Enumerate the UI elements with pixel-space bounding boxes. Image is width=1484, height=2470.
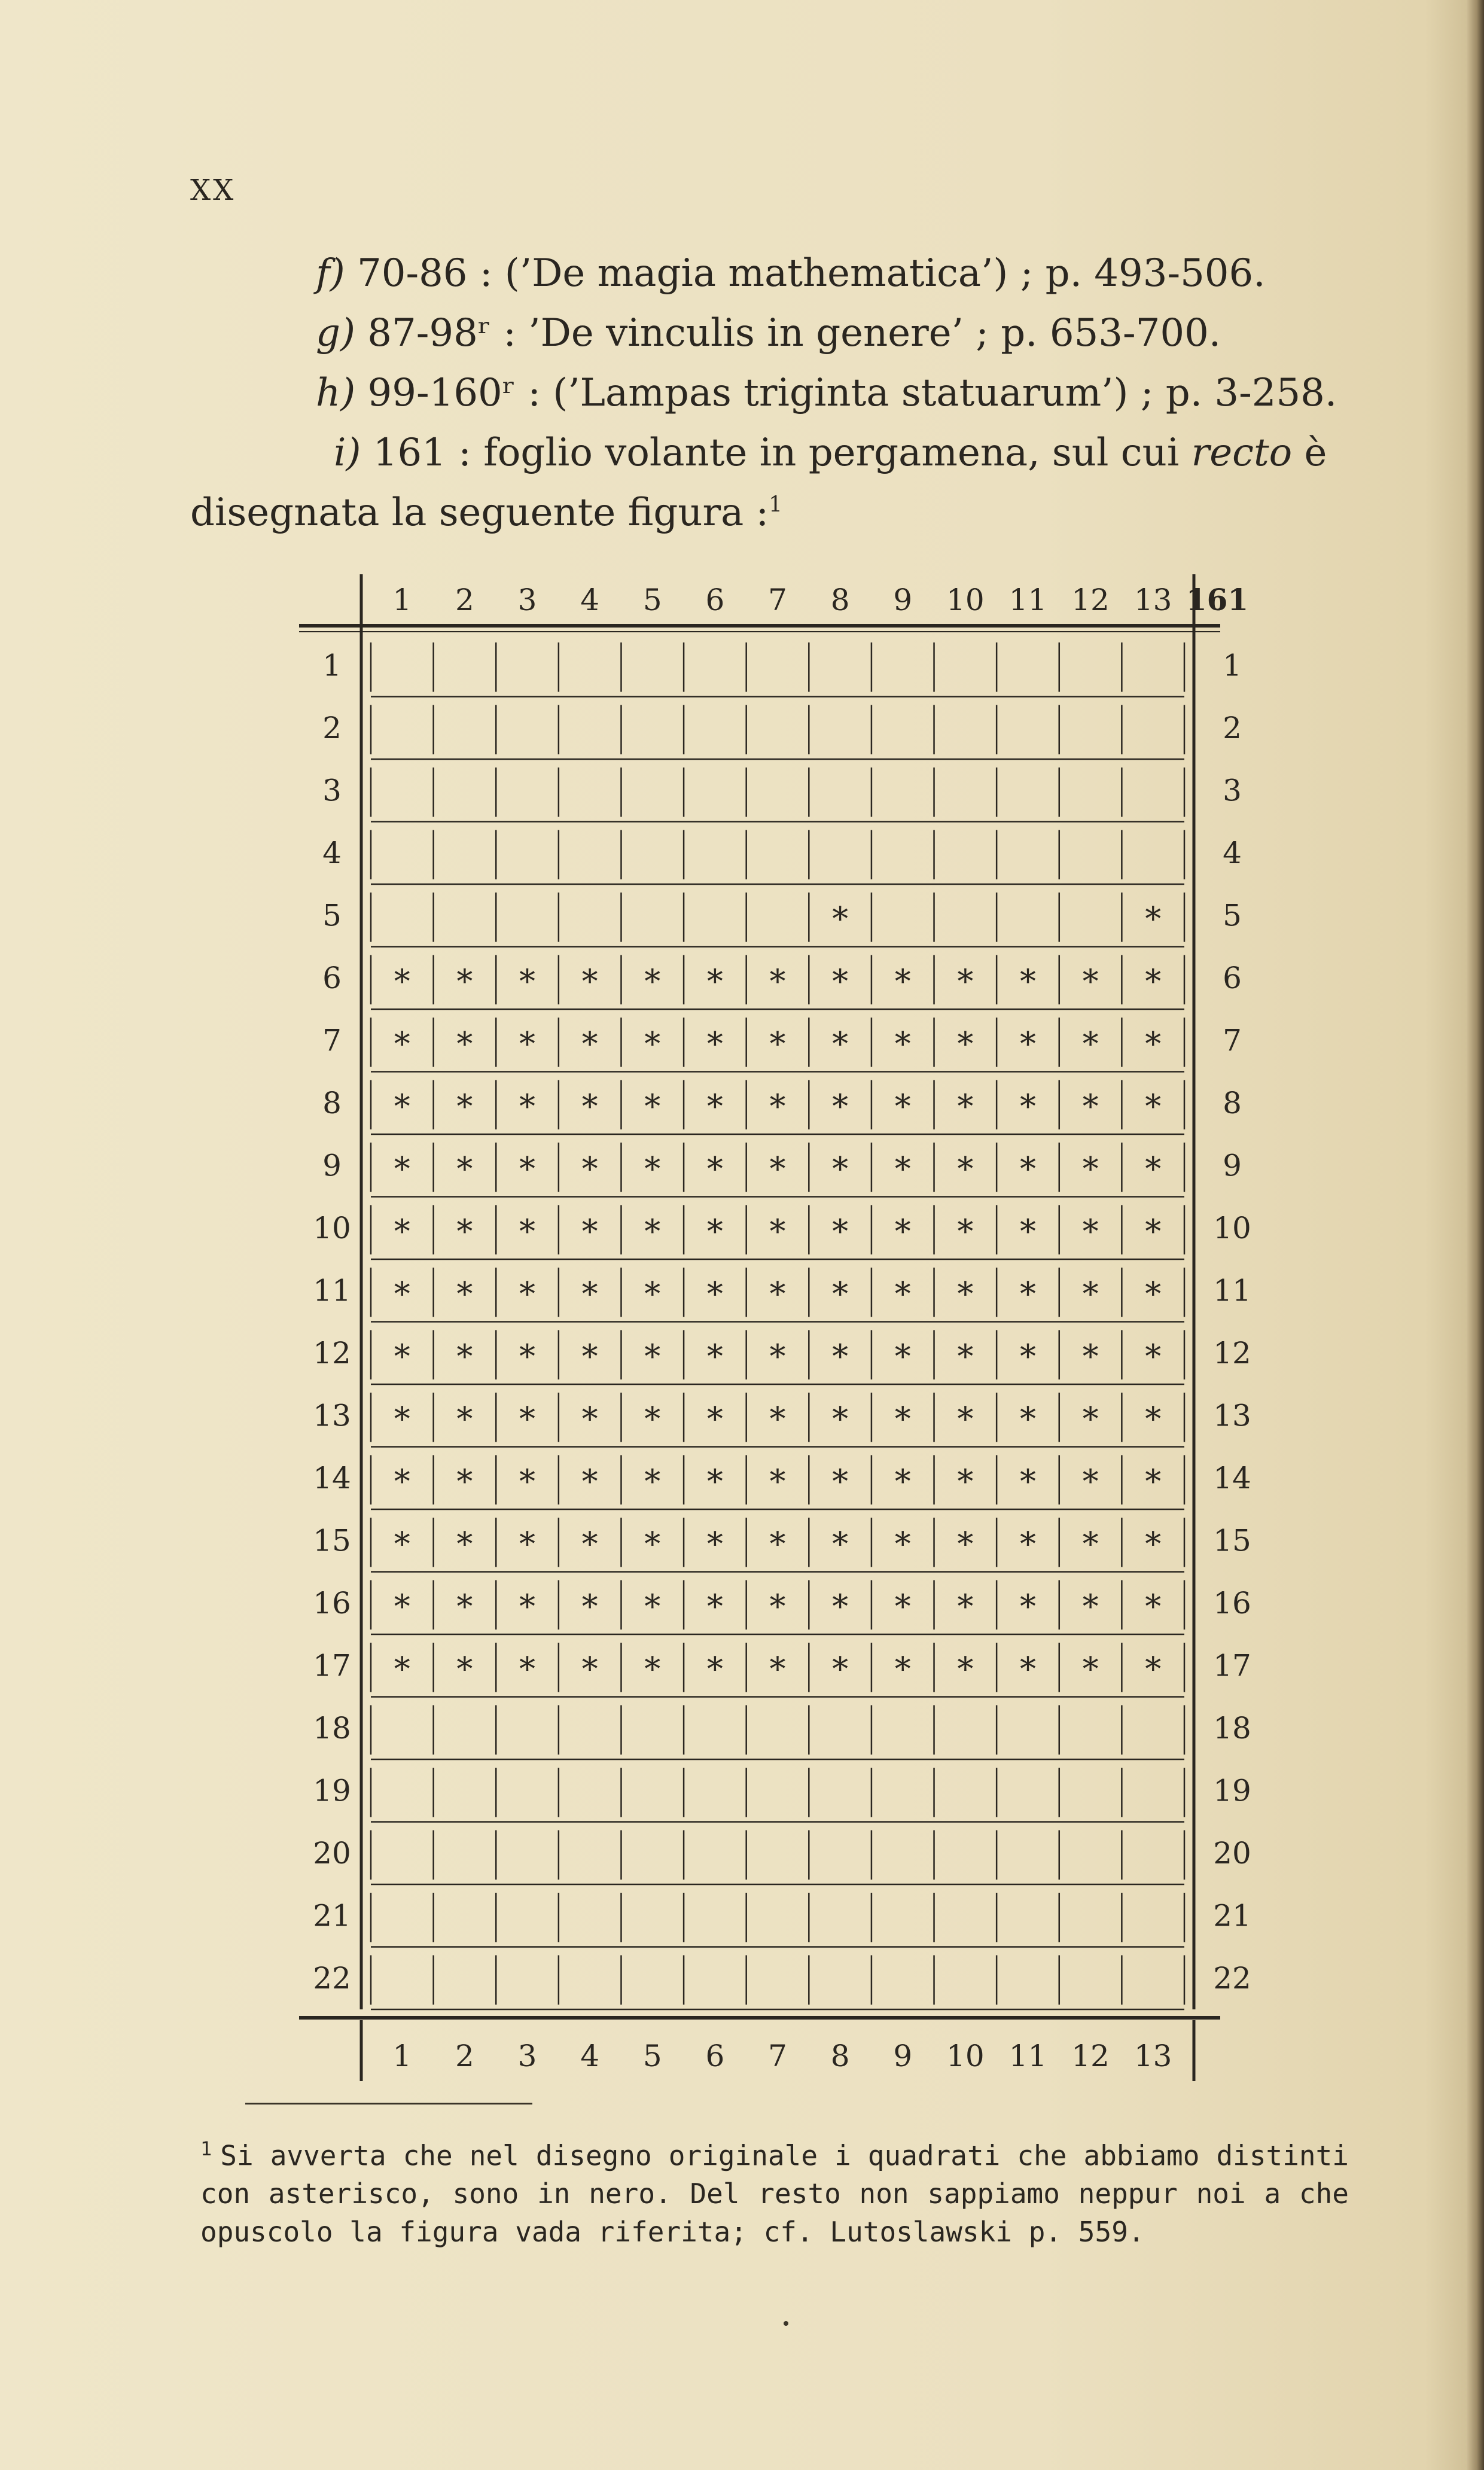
row-label-left: 12 [313, 1335, 351, 1370]
marked-cell-asterisk: * [1145, 1587, 1162, 1625]
column-label-bottom: 12 [1071, 2039, 1110, 2073]
column-label-top: 3 [517, 583, 537, 617]
row-label-left: 7 [322, 1023, 342, 1058]
marked-cell-asterisk: * [894, 1087, 911, 1125]
marked-cell-asterisk: * [394, 1587, 410, 1625]
marked-cell-asterisk: * [581, 1650, 598, 1688]
marked-cell-asterisk: * [769, 1400, 786, 1438]
column-label-bottom: 5 [642, 2039, 662, 2073]
marked-cell-asterisk: * [1082, 1150, 1099, 1188]
row-label-right: 5 [1223, 898, 1242, 933]
marked-cell-asterisk: * [832, 1150, 849, 1188]
marked-cell-asterisk: * [644, 1462, 661, 1500]
marked-cell-asterisk: * [706, 1462, 723, 1500]
marked-cell-asterisk: * [769, 1025, 786, 1063]
column-label-top: 12 [1071, 583, 1110, 617]
entry-g [316, 311, 1221, 355]
marked-cell-asterisk: * [957, 1150, 974, 1188]
marked-cell-asterisk: * [957, 1462, 974, 1500]
marked-cell-asterisk: * [832, 1525, 849, 1563]
row-label-right: 21 [1213, 1898, 1251, 1933]
column-label-top: 5 [642, 583, 662, 617]
marked-cell-asterisk: * [894, 1150, 911, 1188]
marked-cell-asterisk: * [456, 1025, 473, 1063]
marked-cell-asterisk: * [1019, 1150, 1036, 1188]
row-label-left: 8 [322, 1085, 342, 1120]
row-label-right: 7 [1223, 1023, 1242, 1058]
marked-cell-asterisk: * [1019, 1587, 1036, 1625]
marked-cell-asterisk: * [519, 1650, 536, 1688]
column-label-top: 11 [1008, 583, 1047, 617]
row-label-right: 6 [1223, 960, 1242, 995]
row-label-right: 1 [1223, 648, 1242, 683]
marked-cell-asterisk: * [706, 1650, 723, 1688]
marked-cell-asterisk: * [581, 1087, 598, 1125]
entry-label: h) [316, 371, 356, 415]
row-label-right: 3 [1223, 773, 1242, 808]
entry-label: f) [316, 251, 345, 296]
marked-cell-asterisk: * [519, 1400, 536, 1438]
marked-cell-asterisk: * [1019, 1275, 1036, 1313]
marked-cell-asterisk: * [394, 1400, 410, 1438]
marked-cell-asterisk: * [581, 962, 598, 1000]
marked-cell-asterisk: * [832, 1275, 849, 1313]
row-label-left: 18 [313, 1710, 351, 1746]
marked-cell-asterisk: * [832, 1650, 849, 1688]
marked-cell-asterisk: * [1019, 1025, 1036, 1063]
marked-cell-asterisk: * [394, 1087, 410, 1125]
marked-cell-asterisk: * [519, 1462, 536, 1500]
row-label-left: 11 [313, 1273, 351, 1308]
row-label-right: 11 [1213, 1273, 1251, 1308]
column-label-top: 7 [768, 583, 787, 617]
marked-cell-asterisk: * [644, 1087, 661, 1125]
marked-cell-asterisk: * [1082, 1587, 1099, 1625]
page-number: XX [190, 173, 236, 207]
footnote-reference: 1 [769, 492, 783, 517]
column-label-bottom: 2 [455, 2039, 474, 2073]
row-label-left: 10 [313, 1210, 351, 1245]
row-label-right: 13 [1213, 1398, 1251, 1433]
grid-drawing [299, 574, 1251, 2082]
column-label-bottom: 1 [392, 2039, 412, 2073]
marked-cell-asterisk: * [1082, 1025, 1099, 1063]
entry-text: disegnata la seguente figura : [190, 491, 769, 535]
entry-i [334, 431, 1327, 475]
row-label-left: 2 [322, 710, 342, 745]
marked-cell-asterisk: * [1082, 1650, 1099, 1688]
marked-cell-asterisk: * [394, 1462, 410, 1500]
row-label-right: 2 [1223, 710, 1242, 745]
row-label-left: 6 [322, 960, 342, 995]
marked-cell-asterisk: * [1082, 1462, 1099, 1500]
marked-cell-asterisk: * [1019, 1650, 1036, 1688]
column-label-bottom: 9 [893, 2039, 913, 2073]
column-label-top: 13 [1133, 583, 1172, 617]
marked-cell-asterisk: * [644, 1587, 661, 1625]
entry-i-continuation [190, 491, 782, 535]
marked-cell-asterisk: * [456, 1400, 473, 1438]
marked-cell-asterisk: * [769, 1212, 786, 1250]
row-label-left: 19 [313, 1773, 351, 1808]
marked-cell-asterisk: * [456, 1525, 473, 1563]
marked-cell-asterisk: * [519, 1025, 536, 1063]
marked-cell-asterisk: * [456, 1275, 473, 1313]
marked-cell-asterisk: * [769, 1275, 786, 1313]
marked-cell-asterisk: * [706, 1087, 723, 1125]
marked-cell-asterisk: * [769, 1462, 786, 1500]
marked-cell-asterisk: * [1145, 1337, 1162, 1375]
marked-cell-asterisk: * [1145, 1150, 1162, 1188]
marked-cell-asterisk: * [832, 1587, 849, 1625]
marked-cell-asterisk: * [1019, 962, 1036, 1000]
marked-cell-asterisk: * [456, 1650, 473, 1688]
marked-cell-asterisk: * [832, 1212, 849, 1250]
row-label-right: 14 [1213, 1460, 1251, 1496]
row-label-right: 18 [1213, 1710, 1251, 1746]
column-label-top: 1 [392, 583, 412, 617]
marked-cell-asterisk: * [769, 1525, 786, 1563]
row-label-left: 13 [313, 1398, 351, 1433]
marked-cell-asterisk: * [894, 1462, 911, 1500]
marked-cell-asterisk: * [644, 1525, 661, 1563]
row-label-right: 19 [1213, 1773, 1251, 1808]
marked-cell-asterisk: * [706, 1150, 723, 1188]
grid-figure [299, 574, 1251, 2082]
ink-dot [784, 2321, 788, 2326]
marked-cell-asterisk: * [769, 1150, 786, 1188]
column-label-bottom: 3 [517, 2039, 537, 2073]
column-label-top: 6 [705, 583, 725, 617]
marked-cell-asterisk: * [957, 1337, 974, 1375]
marked-cell-asterisk: * [456, 1150, 473, 1188]
marked-cell-asterisk: * [644, 1150, 661, 1188]
marked-cell-asterisk: * [581, 1462, 598, 1500]
marked-cell-asterisk: * [1019, 1525, 1036, 1563]
marked-cell-asterisk: * [644, 1337, 661, 1375]
marked-cell-asterisk: * [894, 1587, 911, 1625]
entry-text: 99-160ʳ : (’Lampas triginta statuarum’) ; p. 3-258. [367, 371, 1337, 415]
row-label-left: 5 [322, 898, 342, 933]
marked-cell-asterisk: * [519, 962, 536, 1000]
marked-cell-asterisk: * [1082, 1212, 1099, 1250]
row-label-left: 21 [313, 1898, 351, 1933]
marked-cell-asterisk: * [519, 1087, 536, 1125]
footnote-rule [245, 2103, 532, 2104]
row-label-right: 15 [1213, 1523, 1251, 1558]
marked-cell-asterisk: * [519, 1587, 536, 1625]
marked-cell-asterisk: * [519, 1275, 536, 1313]
marked-cell-asterisk: * [1082, 1087, 1099, 1125]
marked-cell-asterisk: * [519, 1150, 536, 1188]
marked-cell-asterisk: * [519, 1337, 536, 1375]
row-label-right: 12 [1213, 1335, 1251, 1370]
marked-cell-asterisk: * [394, 1212, 410, 1250]
marked-cell-asterisk: * [581, 1025, 598, 1063]
column-label-bottom: 8 [830, 2039, 850, 2073]
marked-cell-asterisk: * [581, 1525, 598, 1563]
marked-cell-asterisk: * [456, 1462, 473, 1500]
footnote-marker: 1 [200, 2137, 212, 2160]
marked-cell-asterisk: * [832, 1087, 849, 1125]
marked-cell-asterisk: * [957, 1650, 974, 1688]
marked-cell-asterisk: * [394, 1650, 410, 1688]
marked-cell-asterisk: * [644, 1275, 661, 1313]
column-label-bottom: 10 [946, 2039, 985, 2073]
marked-cell-asterisk: * [519, 1525, 536, 1563]
marked-cell-asterisk: * [644, 1400, 661, 1438]
marked-cell-asterisk: * [1082, 1337, 1099, 1375]
row-label-left: 9 [322, 1148, 342, 1183]
marked-cell-asterisk: * [832, 1462, 849, 1500]
marked-cell-asterisk: * [581, 1587, 598, 1625]
marked-cell-asterisk: * [1019, 1462, 1036, 1500]
marked-cell-asterisk: * [706, 1525, 723, 1563]
entry-text: 70-86 : (’De magia mathematica’) ; p. 493-506. [357, 251, 1266, 296]
marked-cell-asterisk: * [581, 1275, 598, 1313]
marked-cell-asterisk: * [894, 1025, 911, 1063]
marked-cell-asterisk: * [1019, 1087, 1036, 1125]
marked-cell-asterisk: * [1019, 1212, 1036, 1250]
row-label-right: 17 [1213, 1648, 1251, 1683]
row-label-left: 20 [313, 1835, 351, 1871]
marked-cell-asterisk: * [456, 962, 473, 1000]
marked-cell-asterisk: * [644, 1025, 661, 1063]
marked-cell-asterisk: * [1082, 962, 1099, 1000]
marked-cell-asterisk: * [894, 1337, 911, 1375]
row-label-left: 1 [322, 648, 342, 683]
marked-cell-asterisk: * [832, 1337, 849, 1375]
column-label-top: 4 [580, 583, 600, 617]
marked-cell-asterisk: * [1082, 1275, 1099, 1313]
marked-cell-asterisk: * [957, 1275, 974, 1313]
marked-cell-asterisk: * [769, 1087, 786, 1125]
marked-cell-asterisk: * [957, 1525, 974, 1563]
marked-cell-asterisk: * [957, 1025, 974, 1063]
entry-f [316, 251, 1266, 296]
marked-cell-asterisk: * [1145, 1462, 1162, 1500]
marked-cell-asterisk: * [581, 1337, 598, 1375]
marked-cell-asterisk: * [706, 1275, 723, 1313]
marked-cell-asterisk: * [1145, 900, 1162, 938]
marked-cell-asterisk: * [769, 962, 786, 1000]
entry-text: 87-98ʳ : ’De vinculis in genere’ ; p. 653-700. [367, 311, 1221, 355]
column-label-top: 10 [946, 583, 985, 617]
marked-cell-asterisk: * [894, 1525, 911, 1563]
marked-cell-asterisk: * [1145, 1650, 1162, 1688]
row-label-right: 9 [1223, 1148, 1242, 1183]
row-label-right: 16 [1213, 1585, 1251, 1621]
marked-cell-asterisk: * [706, 1587, 723, 1625]
marked-cell-asterisk: * [394, 962, 410, 1000]
entry-label: i) [334, 431, 361, 475]
marked-cell-asterisk: * [456, 1087, 473, 1125]
footnote [200, 2130, 1349, 2251]
column-label-bottom: 6 [705, 2039, 725, 2073]
marked-cell-asterisk: * [957, 1212, 974, 1250]
column-label-top: 2 [455, 583, 474, 617]
column-label-bottom: 11 [1008, 2039, 1047, 2073]
marked-cell-asterisk: * [706, 1212, 723, 1250]
marked-cell-asterisk: * [957, 962, 974, 1000]
entry-text-italic: recto [1191, 431, 1293, 475]
marked-cell-asterisk: * [706, 1025, 723, 1063]
marked-cell-asterisk: * [644, 962, 661, 1000]
marked-cell-asterisk: * [1019, 1337, 1036, 1375]
marked-cell-asterisk: * [581, 1400, 598, 1438]
marked-cell-asterisk: * [1145, 1025, 1162, 1063]
marked-cell-asterisk: * [832, 962, 849, 1000]
marked-cell-asterisk: * [832, 1400, 849, 1438]
marked-cell-asterisk: * [706, 1400, 723, 1438]
page-edge [1466, 0, 1484, 2470]
entry-h [316, 371, 1337, 415]
marked-cell-asterisk: * [581, 1150, 598, 1188]
row-label-left: 14 [313, 1460, 351, 1496]
marked-cell-asterisk: * [1145, 962, 1162, 1000]
marked-cell-asterisk: * [894, 1400, 911, 1438]
marked-cell-asterisk: * [894, 1275, 911, 1313]
marked-cell-asterisk: * [957, 1587, 974, 1625]
column-label-bottom: 7 [768, 2039, 787, 2073]
marked-cell-asterisk: * [1145, 1275, 1162, 1313]
entry-text: è [1292, 431, 1327, 475]
marked-cell-asterisk: * [394, 1525, 410, 1563]
row-label-left: 16 [313, 1585, 351, 1621]
marked-cell-asterisk: * [1019, 1400, 1036, 1438]
column-label-bottom: 13 [1133, 2039, 1172, 2073]
row-label-left: 4 [322, 835, 342, 870]
marked-cell-asterisk: * [894, 1212, 911, 1250]
marked-cell-asterisk: * [644, 1212, 661, 1250]
marked-cell-asterisk: * [581, 1212, 598, 1250]
entry-text: 161 : foglio volante in pergamena, sul cui [373, 431, 1192, 475]
marked-cell-asterisk: * [394, 1025, 410, 1063]
row-label-left: 3 [322, 773, 342, 808]
entry-label: g) [316, 311, 355, 355]
marked-cell-asterisk: * [769, 1337, 786, 1375]
marked-cell-asterisk: * [769, 1587, 786, 1625]
row-label-right: 4 [1223, 835, 1242, 870]
marked-cell-asterisk: * [1145, 1400, 1162, 1438]
marked-cell-asterisk: * [957, 1087, 974, 1125]
marked-cell-asterisk: * [1145, 1087, 1162, 1125]
row-label-left: 22 [313, 1960, 351, 1996]
marked-cell-asterisk: * [519, 1212, 536, 1250]
row-label-right: 10 [1213, 1210, 1251, 1245]
row-label-right: 22 [1213, 1960, 1251, 1996]
marked-cell-asterisk: * [1082, 1525, 1099, 1563]
marked-cell-asterisk: * [706, 1337, 723, 1375]
marked-cell-asterisk: * [832, 1025, 849, 1063]
marked-cell-asterisk: * [894, 1650, 911, 1688]
row-label-left: 15 [313, 1523, 351, 1558]
marked-cell-asterisk: * [957, 1400, 974, 1438]
column-label-top: 8 [830, 583, 850, 617]
marked-cell-asterisk: * [769, 1650, 786, 1688]
marked-cell-asterisk: * [1145, 1525, 1162, 1563]
marked-cell-asterisk: * [456, 1212, 473, 1250]
marked-cell-asterisk: * [394, 1150, 410, 1188]
marked-cell-asterisk: * [832, 900, 849, 938]
marked-cell-asterisk: * [644, 1650, 661, 1688]
row-label-right: 8 [1223, 1085, 1242, 1120]
marked-cell-asterisk: * [456, 1337, 473, 1375]
row-label-right: 20 [1213, 1835, 1251, 1871]
column-label-top: 9 [893, 583, 913, 617]
marked-cell-asterisk: * [394, 1275, 410, 1313]
marked-cell-asterisk: * [706, 962, 723, 1000]
marked-cell-asterisk: * [1082, 1400, 1099, 1438]
sheet-label: 161 [1186, 582, 1249, 617]
marked-cell-asterisk: * [456, 1587, 473, 1625]
row-label-left: 17 [313, 1648, 351, 1683]
column-label-bottom: 4 [580, 2039, 600, 2073]
marked-cell-asterisk: * [894, 962, 911, 1000]
marked-cell-asterisk: * [394, 1337, 410, 1375]
marked-cell-asterisk: * [1145, 1212, 1162, 1250]
footnote-text: Si avverta che nel disegno originale i quadrati che abbiamo distinti con asterisco, sono in nero. Del resto non sappiamo neppur noi a che opuscolo la figura vada riferita; cf. Lutoslawski p. 559. [200, 2139, 1349, 2249]
